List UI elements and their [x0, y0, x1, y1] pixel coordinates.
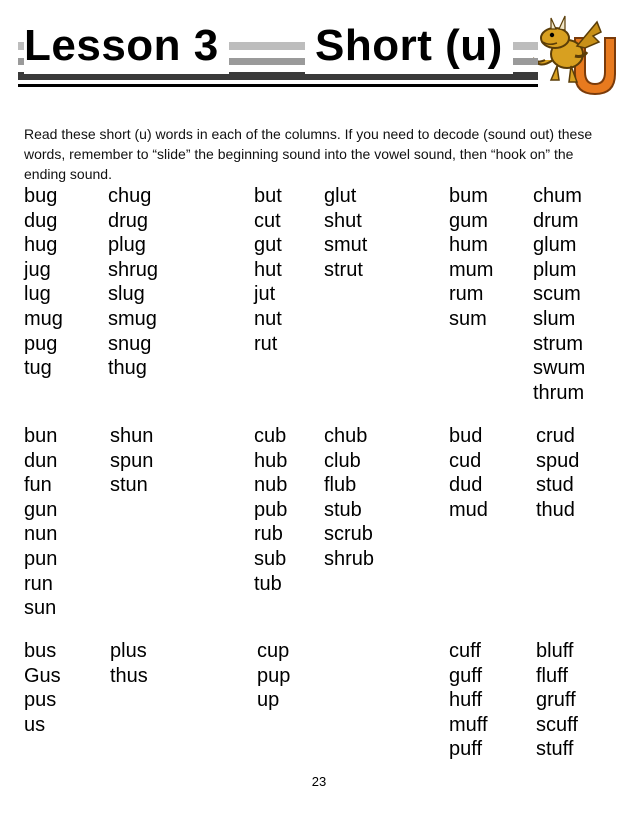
word-column: [257, 639, 290, 713]
word-column: [533, 184, 585, 405]
word-item: tug: [24, 357, 52, 380]
word-item: plug: [108, 234, 146, 257]
word-item: thug: [108, 357, 147, 380]
word-item: drug: [108, 209, 149, 232]
word-item: cup: [257, 640, 290, 662]
word-item: rum: [449, 283, 484, 306]
word-item: bug: [24, 185, 58, 207]
word-item: bluff: [536, 640, 574, 662]
word-item: spud: [536, 449, 580, 472]
word-item: huff: [449, 689, 482, 712]
word-item: smut: [324, 234, 368, 257]
word-item: mum: [449, 258, 494, 281]
instructions-text: Read these short (u) words in each of the columns. If you need to decode (sound out) these words, remember to “slide” the beginning sound into the vowel sound, then “hook on” the ending sound.: [24, 126, 593, 182]
word-item: gruff: [536, 689, 576, 712]
word-item: pup: [257, 664, 291, 687]
word-column: [254, 184, 282, 356]
word-column: [449, 424, 488, 522]
word-item: us: [24, 713, 46, 736]
word-item: snug: [108, 332, 152, 355]
word-item: stuff: [536, 738, 574, 761]
word-item: run: [24, 572, 53, 595]
word-item: but: [254, 185, 282, 207]
word-column: [108, 184, 158, 381]
word-item: mug: [24, 307, 63, 330]
word-column: [24, 639, 61, 737]
word-item: drum: [533, 209, 579, 232]
word-item: nub: [254, 474, 288, 497]
page-number: 23: [311, 774, 327, 789]
word-item: bun: [24, 425, 58, 447]
word-column: [324, 184, 367, 282]
word-item: jug: [24, 258, 51, 281]
word-item: scrub: [324, 523, 373, 546]
word-item: thrum: [533, 381, 585, 404]
word-column: [24, 184, 63, 381]
word-item: bud: [449, 425, 483, 447]
word-item: puff: [449, 738, 482, 761]
word-item: nut: [254, 307, 282, 330]
word-item: shun: [110, 425, 154, 447]
word-item: plum: [533, 258, 577, 281]
word-item: pus: [24, 689, 57, 712]
word-item: gum: [449, 209, 488, 232]
word-item: crud: [536, 425, 575, 447]
word-item: smug: [108, 307, 157, 330]
word-item: mud: [449, 498, 488, 521]
word-item: gun: [24, 498, 58, 521]
word-item: dun: [24, 449, 58, 472]
word-item: chum: [533, 185, 582, 207]
word-item: muff: [449, 713, 488, 736]
word-item: spun: [110, 449, 154, 472]
word-item: bum: [449, 185, 488, 207]
word-item: shrug: [108, 258, 159, 281]
word-column: [254, 424, 287, 596]
word-item: gut: [254, 234, 282, 257]
word-column: [449, 639, 488, 762]
word-item: jut: [254, 283, 276, 306]
word-item: strut: [324, 258, 363, 281]
word-item: bus: [24, 640, 57, 662]
word-item: slug: [108, 283, 145, 306]
word-item: swum: [533, 357, 586, 380]
word-item: tub: [254, 572, 282, 595]
word-item: cut: [254, 209, 281, 232]
word-item: thus: [110, 664, 148, 687]
word-column: [536, 424, 579, 522]
word-column: [324, 424, 374, 572]
word-item: scuff: [536, 713, 578, 736]
word-item: stun: [110, 474, 148, 497]
word-column: [449, 184, 493, 332]
lesson-header: [0, 0, 638, 100]
word-item: Gus: [24, 664, 61, 687]
word-item: sub: [254, 547, 287, 570]
word-item: chub: [324, 425, 368, 447]
word-item: dud: [449, 474, 483, 497]
word-item: up: [257, 689, 280, 712]
word-item: sum: [449, 307, 487, 330]
lesson-title: Lesson 3: [24, 18, 229, 74]
word-item: stub: [324, 498, 362, 521]
word-item: hut: [254, 258, 282, 281]
lesson-topic: Short (u): [305, 18, 513, 74]
word-item: scum: [533, 283, 581, 306]
word-item: plus: [110, 640, 147, 662]
word-item: rub: [254, 523, 283, 546]
word-item: flub: [324, 474, 357, 497]
word-column: [24, 424, 57, 621]
word-item: cud: [449, 449, 482, 472]
word-item: lug: [24, 283, 51, 306]
word-item: cuff: [449, 640, 481, 662]
word-item: stud: [536, 474, 574, 497]
word-item: glut: [324, 185, 357, 207]
word-item: shrub: [324, 547, 375, 570]
word-item: shut: [324, 209, 362, 232]
word-item: chug: [108, 185, 152, 207]
header-bar-black: [18, 84, 538, 87]
word-item: fun: [24, 474, 52, 497]
word-item: dug: [24, 209, 58, 232]
word-item: hum: [449, 234, 488, 257]
word-item: pun: [24, 547, 58, 570]
word-item: nun: [24, 523, 58, 546]
word-item: hug: [24, 234, 58, 257]
word-item: slum: [533, 307, 576, 330]
word-item: club: [324, 449, 361, 472]
word-item: glum: [533, 234, 577, 257]
word-item: hub: [254, 449, 288, 472]
word-item: strum: [533, 332, 583, 355]
word-column: [110, 639, 148, 688]
word-item: sun: [24, 597, 57, 620]
word-item: fluff: [536, 664, 568, 687]
word-item: rut: [254, 332, 278, 355]
word-item: pub: [254, 498, 288, 521]
word-item: thud: [536, 498, 575, 521]
word-item: cub: [254, 425, 287, 447]
dragon-mascot-icon: [525, 8, 625, 98]
word-column: [536, 639, 578, 762]
word-column: [110, 424, 153, 498]
word-item: guff: [449, 664, 482, 687]
word-item: pug: [24, 332, 58, 355]
